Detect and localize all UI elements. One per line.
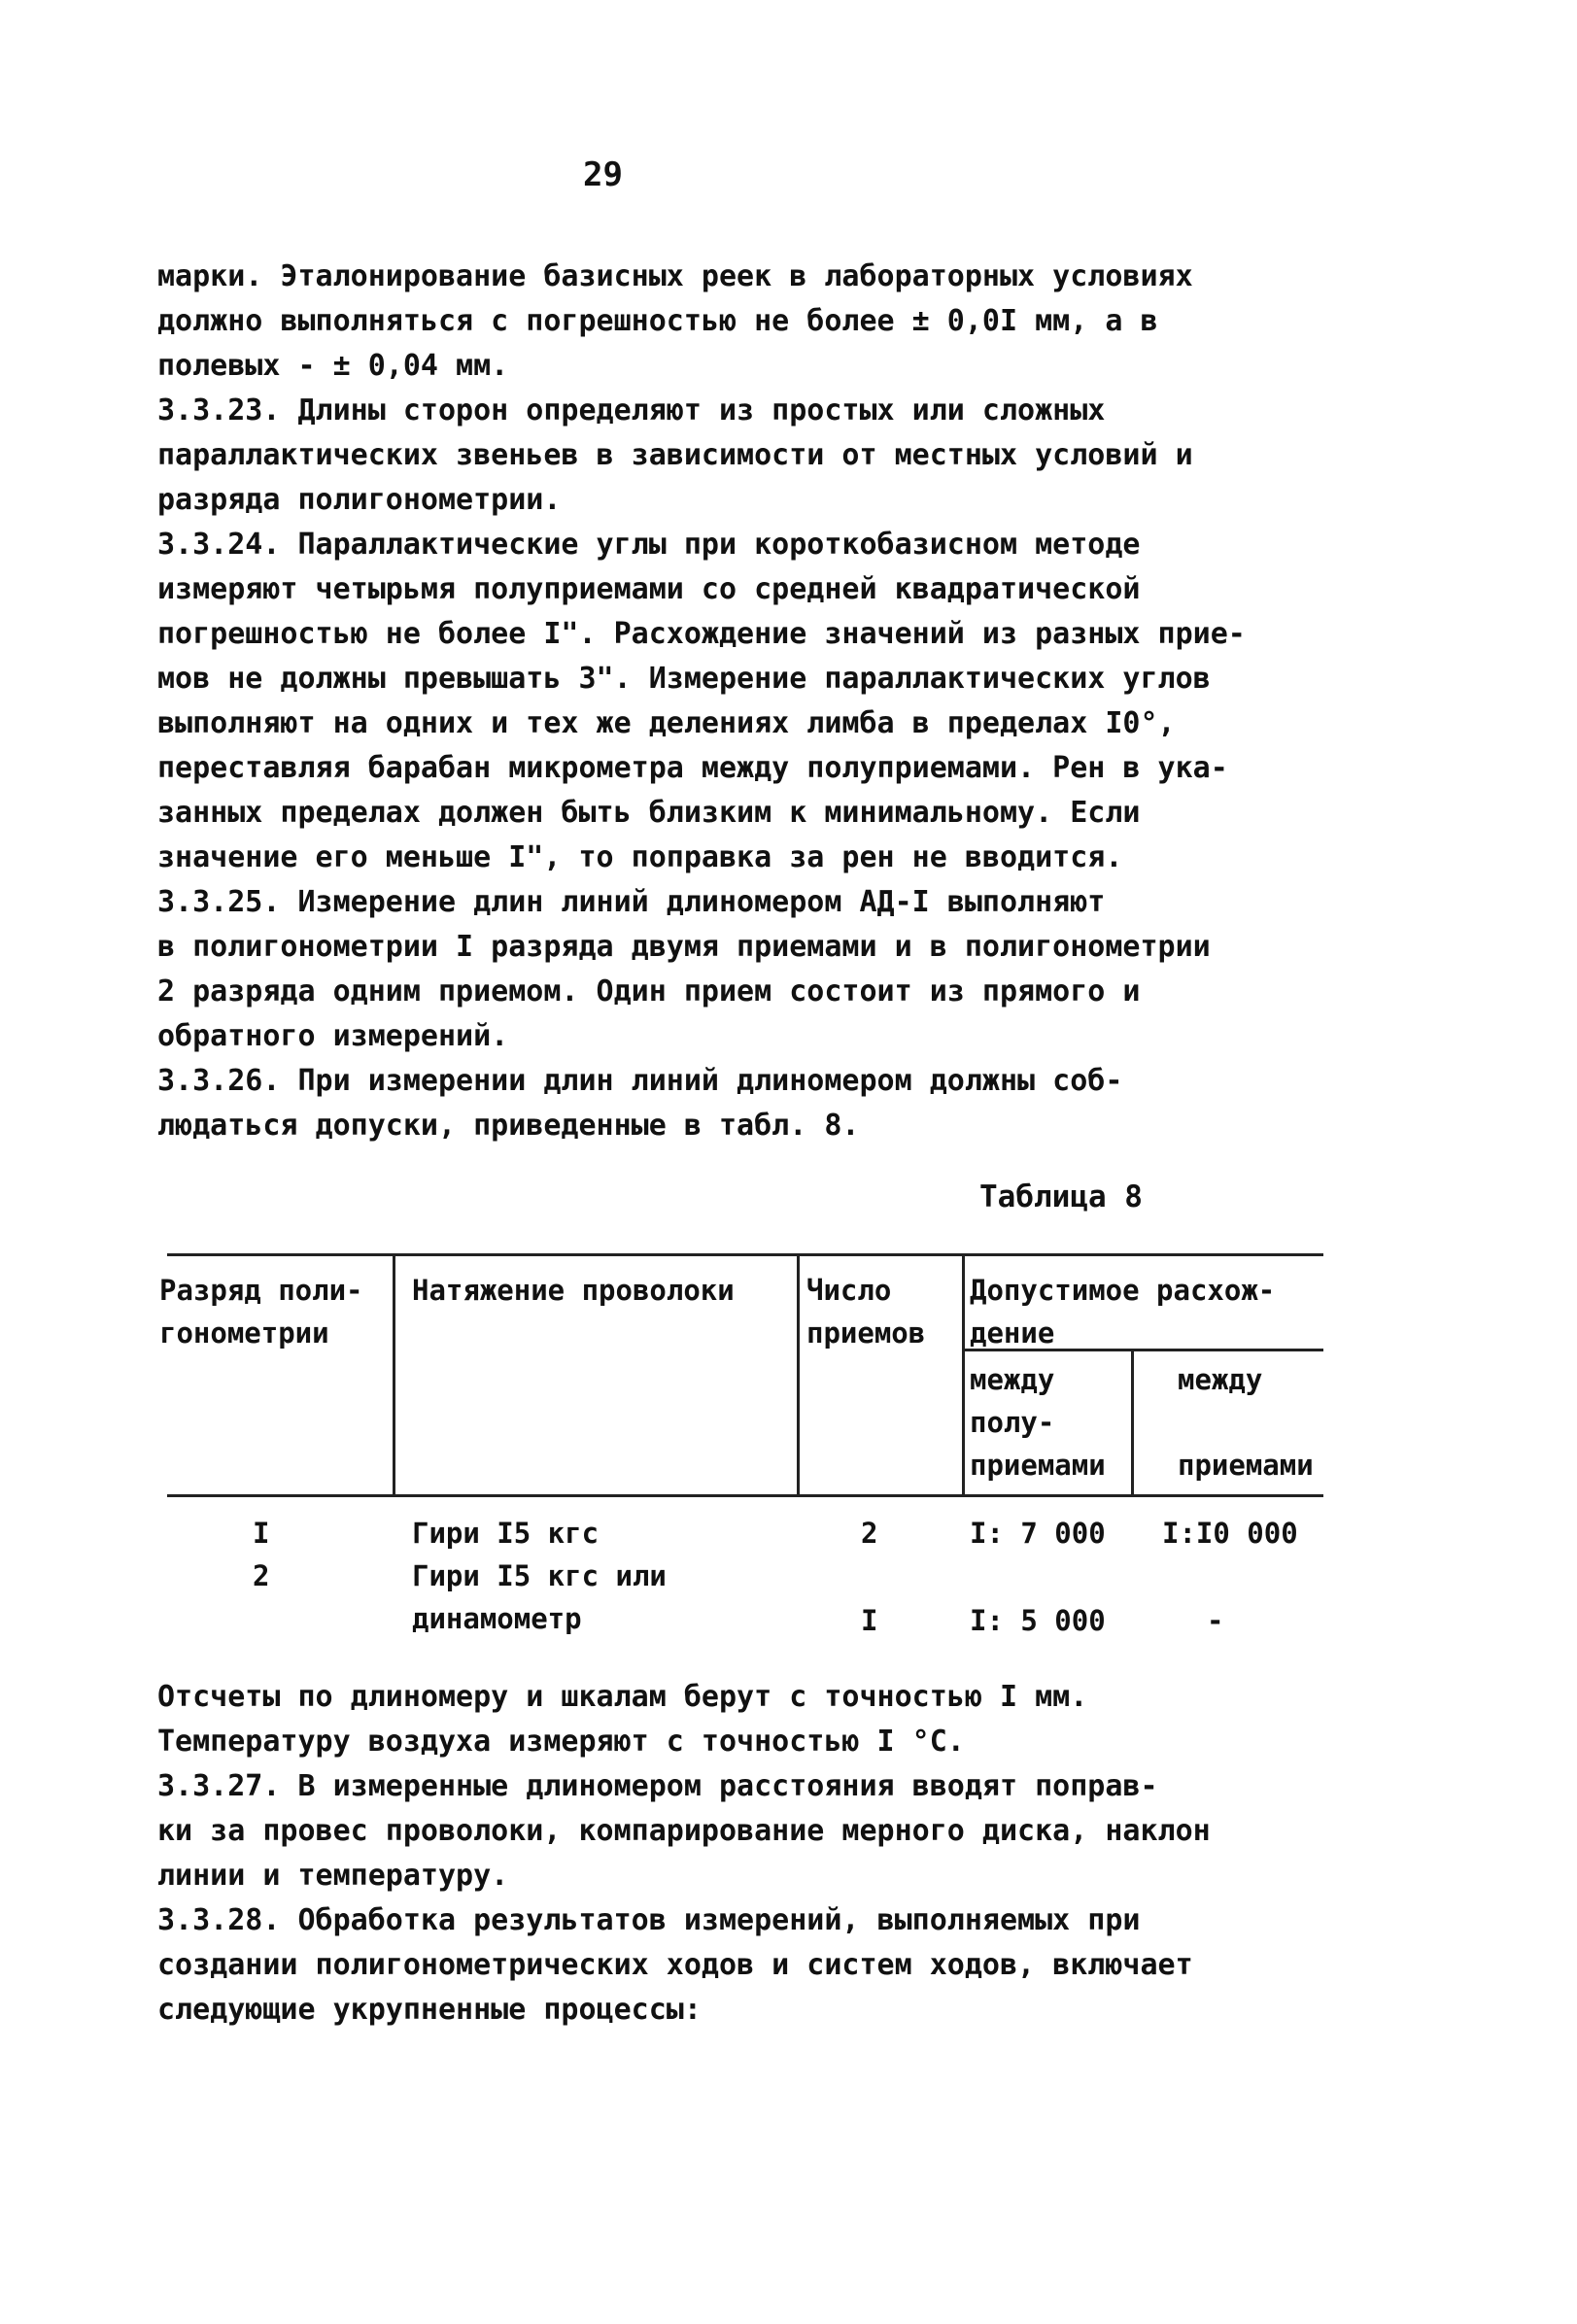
paragraph-readings: Отсчеты по длиномеру и шкалам берут с точностью I мм. Температуру воздуха измеряют с точностью I °С. xyxy=(157,1680,1088,1759)
paragraph-intro: марки. Эталонирование базисных реек в лабораторных условиях должно выполняться с погрешностью не более ± 0,0I мм, а в полевых - ± 0,04 мм. xyxy=(157,259,1193,383)
row2-full-tolerance: - xyxy=(1207,1604,1224,1637)
paragraph-3-3-28: 3.3.28. Обработка результатов измерений, выполняемых при создании полигонометрических ходов и систем ходов, включает следующие укрупненные процессы: xyxy=(157,1903,1193,2027)
header-count: Число приемов xyxy=(806,1274,926,1350)
header-between-half-receptions: между полу- приемами xyxy=(970,1363,1106,1482)
row2-half-tolerance: I: 5 000 xyxy=(970,1604,1106,1637)
header-tolerance: Допустимое расхож- дение xyxy=(970,1274,1276,1350)
row1-half-tolerance: I: 7 000 xyxy=(970,1517,1106,1550)
paragraph-3-3-26: 3.3.26. При измерении длин линий длиномером должны соб- людаться допуски, приведенные в табл. 8. xyxy=(157,1064,1123,1143)
paragraph-3-3-25: 3.3.25. Измерение длин линий длиномером АД-I выполняют в полигонометрии I разряда двумя приемами и в полигонометрии 2 разряда одним приемом. Один прием состоит из прямого и обратного измерений. xyxy=(157,885,1211,1053)
row1-tension: Гири I5 кгс xyxy=(412,1517,600,1550)
row1-rank: I xyxy=(253,1517,270,1550)
body-text xyxy=(157,255,1323,1148)
header-between-receptions: между приемами xyxy=(1178,1363,1314,1482)
table-caption: Таблица 8 xyxy=(979,1179,1143,1214)
table-8 xyxy=(157,1253,1333,1637)
table-col-divider-1 xyxy=(393,1253,395,1496)
table-top-rule xyxy=(167,1253,1323,1256)
header-rank: Разряд поли- гонометрии xyxy=(159,1274,363,1350)
paragraph-3-3-27: 3.3.27. В измеренные длиномером расстояния вводят поправ- ки за провес проволоки, компарирование мерного диска, наклон линии и температуру. xyxy=(157,1769,1211,1893)
table-col-divider-4 xyxy=(1131,1350,1134,1496)
row2-rank: 2 xyxy=(253,1559,270,1592)
table-col-divider-3 xyxy=(962,1253,965,1496)
row2-tension: Гири I5 кгс или динамометр xyxy=(412,1559,667,1635)
body-text-after-table xyxy=(157,1675,1323,2033)
paragraph-3-3-24: 3.3.24. Параллактические углы при короткобазисном методе измеряют четырьмя полуприемами со средней квадратической погрешностью не более I". Расхождение значений из разных прие- мов не должны превышать 3". Измерение параллактических углов выполняют на одних и тех же делениях лимба в пределах I0°, переставляя барабан микрометра между полуприемами. Рен в ука- занных пределах должен быть близким к минимальному. Если значение его меньше I", то поправка за рен не вводится. xyxy=(157,528,1246,874)
paragraph-3-3-23: 3.3.23. Длины сторон определяют из простых или сложных параллактических звеньев в зависимости от местных условий и разряда полигонометрии. xyxy=(157,393,1193,517)
row1-count: 2 xyxy=(861,1517,878,1550)
table-header-bottom-rule xyxy=(167,1494,1323,1497)
header-tension: Натяжение проволоки xyxy=(412,1274,735,1307)
row1-full-tolerance: I:I0 000 xyxy=(1162,1517,1298,1550)
table-col-divider-2 xyxy=(797,1253,800,1496)
row2-count: I xyxy=(861,1604,878,1637)
page-number: 29 xyxy=(583,155,623,194)
